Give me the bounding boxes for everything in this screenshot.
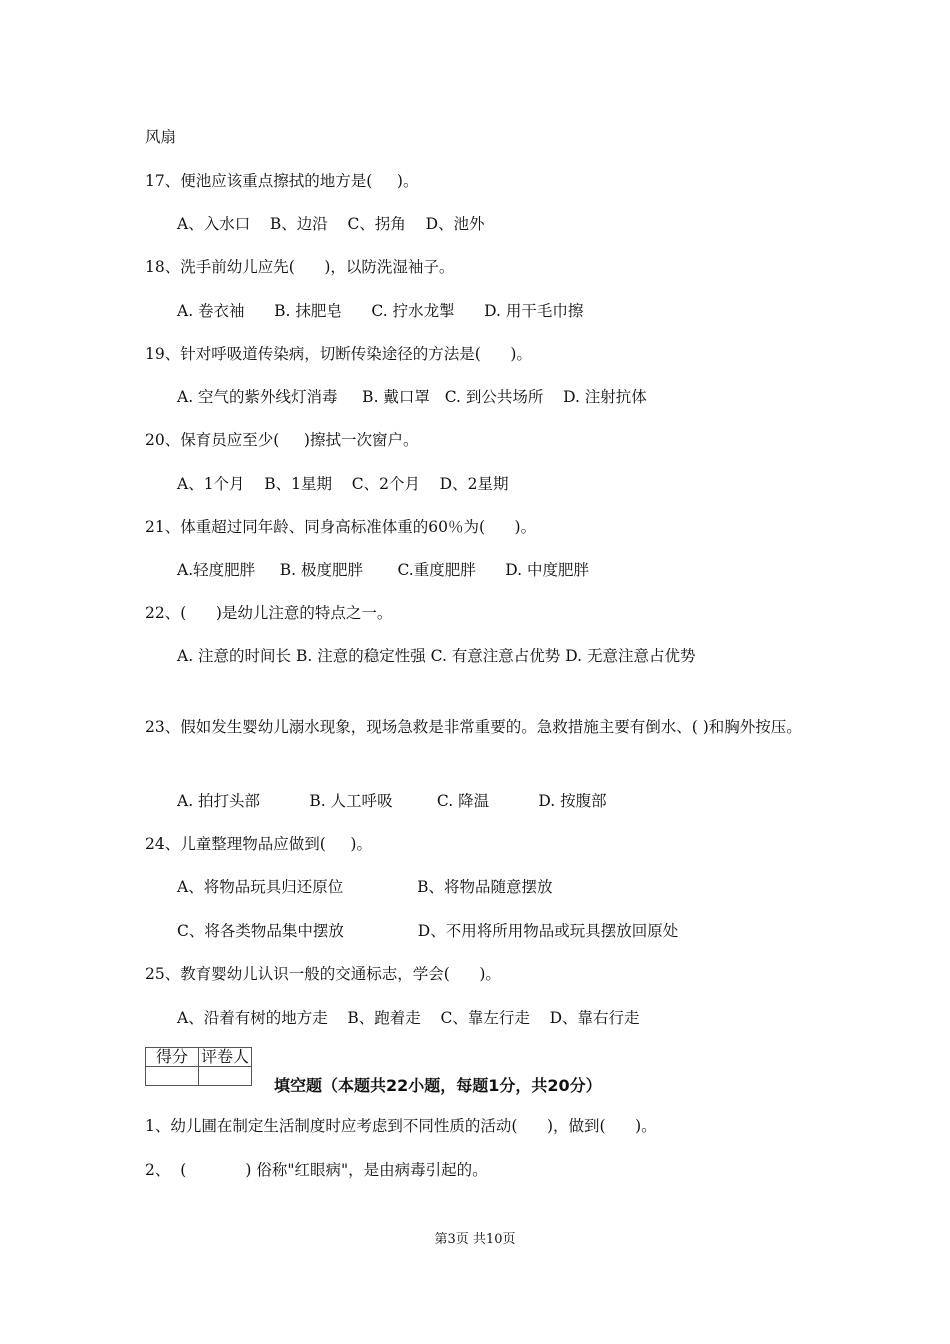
question-19: 19、针对呼吸道传染病，切断传染途径的方法是( )。	[145, 345, 532, 363]
question-25-options: A、沿着有树的地方走 B、跑着走 C、靠左行走 D、靠右行走	[177, 1009, 640, 1027]
score-box	[145, 1047, 252, 1086]
question-25: 25、教育婴幼儿认识一般的交通标志，学会( )。	[145, 965, 501, 983]
question-21-options: A.轻度肥胖 B. 极度肥胖 C.重度肥胖 D. 中度肥胖	[177, 561, 590, 579]
question-24: 24、儿童整理物品应做到( )。	[145, 835, 372, 853]
question-24-options-cd: C、将各类物品集中摆放 D、不用将所用物品或玩具摆放回原处	[177, 922, 679, 940]
question-20-options: A、1个月 B、1星期 C、2个月 D、2星期	[177, 475, 509, 493]
question-20: 20、保育员应至少( )擦拭一次窗户。	[145, 431, 419, 449]
question-23-options: A. 拍打头部 B. 人工呼吸 C. 降温 D. 按腹部	[177, 792, 607, 810]
question-17-options: A、入水口 B、边沿 C、拐角 D、池外	[177, 215, 485, 233]
question-18-options: A. 卷衣袖 B. 抹肥皂 C. 拧水龙掣 D. 用干毛巾擦	[177, 302, 584, 320]
text-line: 风扇	[145, 128, 177, 146]
question-17: 17、便池应该重点擦拭的地方是( )。	[145, 172, 419, 190]
question-19-options: A. 空气的紫外线灯消毒 B. 戴口罩 C. 到公共场所 D. 注射抗体	[177, 388, 647, 406]
fill-question-2: 2、 ( ) 俗称"红眼病"，是由病毒引起的。	[145, 1161, 488, 1179]
question-21: 21、体重超过同年龄、同身高标准体重的60％为( )。	[145, 518, 537, 536]
section-title: 填空题（本题共22小题，每题1分，共20分）	[274, 1076, 602, 1095]
question-24-options-ab: A、将物品玩具归还原位 B、将物品随意摆放	[177, 878, 553, 896]
question-23: 23、假如发生婴幼儿溺水现象，现场急救是非常重要的。急救措施主要有倒水、( )和胸外按压。	[145, 718, 802, 736]
fill-question-1: 1、幼儿圃在制定生活制度时应考虑到不同性质的活动( )，做到( )。	[145, 1117, 657, 1135]
question-18: 18、洗手前幼儿应先( )，以防洗湿袖子。	[145, 258, 455, 276]
page-footer: 第3页 共10页	[434, 1232, 516, 1247]
question-22: 22、( )是幼儿注意的特点之一。	[145, 604, 393, 622]
score-label: 得分	[146, 1048, 199, 1067]
question-22-options: A. 注意的时间长 B. 注意的稳定性强 C. 有意注意占优势 D. 无意注意占优势	[177, 647, 696, 665]
grader-cell	[199, 1067, 252, 1086]
score-cell	[146, 1067, 199, 1086]
grader-label: 评卷人	[199, 1048, 252, 1067]
